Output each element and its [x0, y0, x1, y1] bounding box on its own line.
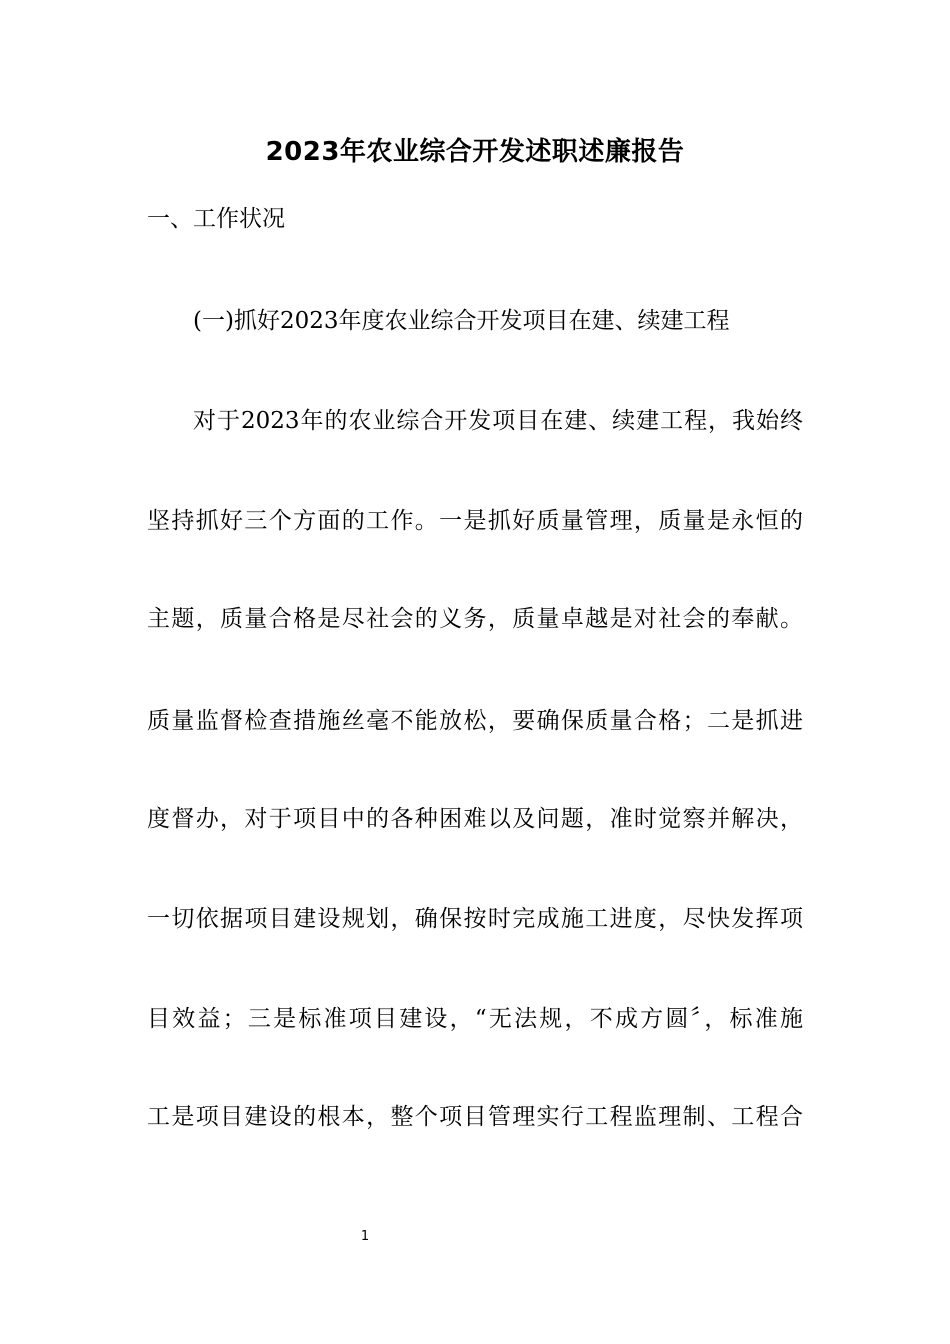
paragraph-line: 坚持抓好三个方面的工作。一是抓好质量管理，质量是永恒的 — [147, 508, 803, 534]
paragraph-line: 度督办，对于项目中的各种困难以及问题，准时觉察并解决， — [147, 806, 803, 832]
paragraph-line: 对于2023年的农业综合开发项目在建、续建工程，我始终 — [193, 408, 803, 434]
section-heading: 一、工作状况 — [147, 206, 285, 232]
subsection-heading: (一)抓好2023年度农业综合开发项目在建、续建工程 — [193, 308, 730, 334]
paragraph-line: 一切依据项目建设规划，确保按时完成施工进度，尽快发挥项 — [147, 906, 803, 932]
paragraph-line: 工是项目建设的根本，整个项目管理实行工程监理制、工程合 — [147, 1104, 803, 1130]
document-title: 2023年农业综合开发述职述廉报告 — [265, 137, 685, 167]
paragraph-line: 主题，质量合格是尽社会的义务，质量卓越是对社会的奉献。 — [147, 606, 803, 632]
paragraph-line: 质量监督检查措施丝毫不能放松，要确保质量合格；二是抓进 — [147, 708, 803, 734]
page-number: 1 — [360, 1229, 370, 1244]
paragraph-line: 目效益；三是标准项目建设，“无法规，不成方圆〞，标准施 — [147, 1006, 803, 1032]
